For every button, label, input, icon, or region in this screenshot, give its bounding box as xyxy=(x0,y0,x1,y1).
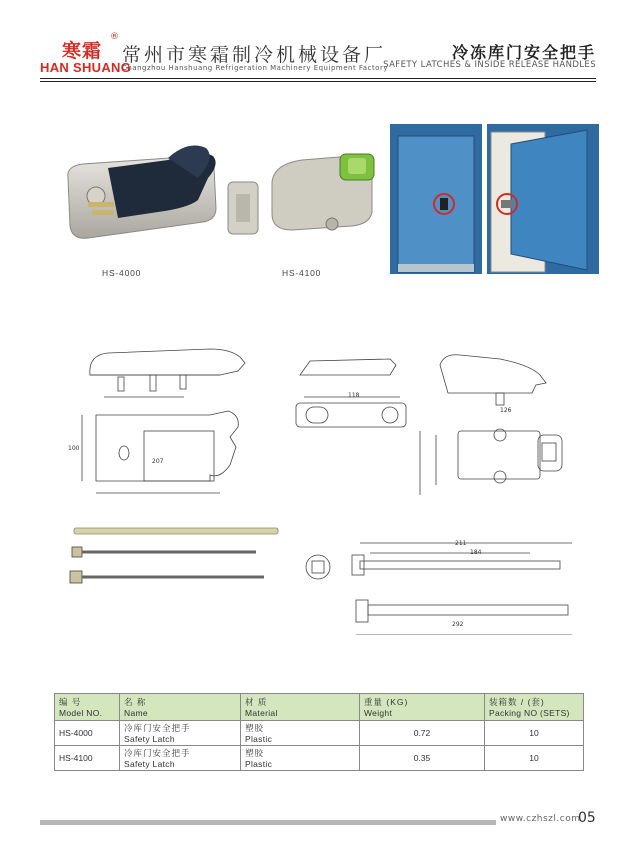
hs4000-side-view xyxy=(90,349,245,375)
hs-4100-label: HS-4100 xyxy=(282,268,322,278)
rod-threaded-2 xyxy=(70,571,82,583)
inside-width-dim: 126 xyxy=(500,407,512,414)
cell-weight: 0.72 xyxy=(360,721,485,746)
inside-handle-front-view xyxy=(458,431,540,479)
cell-model: HS-4000 xyxy=(55,721,120,746)
rod-length-dim-2: 184 xyxy=(470,549,482,556)
header-packing-en: Packing NO (SETS) xyxy=(489,708,570,718)
header-weight-cn: 重量 (KG) xyxy=(364,697,409,707)
hs4000-width-dim: 207 xyxy=(152,458,164,465)
header-model-en: Model NO. xyxy=(59,708,103,718)
footer-bar xyxy=(40,820,496,825)
table-header-row xyxy=(55,694,584,721)
company-name-english: Changzhou Hanshuang Refrigeration Machinery Equipment Factory xyxy=(122,64,388,72)
hs4000-height-dim: 100 xyxy=(68,445,80,452)
table-row xyxy=(55,721,584,746)
cell-material-en: Plastic xyxy=(245,759,273,769)
page-title-english: SAFETY LATCHES & INSIDE RELEASE HANDLES xyxy=(383,60,596,70)
cell-name-en: Safety Latch xyxy=(124,734,175,744)
header-material-en: Material xyxy=(245,708,278,718)
header-packing-cn: 装箱数 / (套) xyxy=(489,697,545,707)
page-number: 05 xyxy=(578,810,596,826)
header-material-cn: 材 质 xyxy=(245,697,268,707)
rod-side-view xyxy=(360,561,560,569)
logo-chinese: 寒霜 xyxy=(62,40,103,62)
hs-4000-photo xyxy=(48,138,228,258)
technical-drawings xyxy=(60,335,620,635)
cell-material-cn: 塑胶 xyxy=(245,748,265,758)
rod-total-dim: 292 xyxy=(452,621,464,628)
cell-name-en: Safety Latch xyxy=(124,759,175,769)
page-title-chinese: 冷冻库门安全把手 xyxy=(451,43,596,62)
inside-handle-side-view xyxy=(440,355,546,393)
cell-packing: 10 xyxy=(485,746,584,771)
cell-name-cn: 冷库门安全把手 xyxy=(124,748,191,758)
hs4100-plan-view xyxy=(296,403,406,427)
hs4100-length-dim: 118 xyxy=(348,392,360,399)
spec-table xyxy=(54,693,584,771)
open-door-photo xyxy=(487,124,599,274)
company-name-chinese: 常州市寒霜制冷机械设备厂 xyxy=(122,44,387,66)
table-row xyxy=(55,746,584,771)
rod-bottom-view xyxy=(356,600,368,622)
cell-model: HS-4100 xyxy=(55,746,120,771)
rod-end-view xyxy=(306,555,330,579)
header-name-en: Name xyxy=(124,708,148,718)
cell-packing: 10 xyxy=(485,721,584,746)
header-divider-thin xyxy=(40,81,596,82)
header-model-cn: 编 号 xyxy=(59,697,82,707)
cell-name-cn: 冷库门安全把手 xyxy=(124,723,191,733)
closed-door-photo xyxy=(390,124,482,274)
cell-material-en: Plastic xyxy=(245,734,273,744)
registered-mark: ® xyxy=(110,32,119,42)
hs-4000-label: HS-4000 xyxy=(102,268,142,278)
header-divider xyxy=(40,78,596,79)
hs4100-side-view xyxy=(300,359,396,375)
cell-weight: 0.35 xyxy=(360,746,485,771)
rod-length-dim: 211 xyxy=(455,540,467,547)
header-weight-en: Weight xyxy=(364,708,393,718)
cell-material-cn: 塑胶 xyxy=(245,723,265,733)
hs-4100-photo xyxy=(222,142,392,252)
hs4000-front-view xyxy=(96,411,238,481)
header-name-cn: 名 称 xyxy=(124,697,147,707)
footer-url[interactable]: www.czhszl.com xyxy=(500,814,581,824)
logo-english: HAN SHUANG xyxy=(40,60,132,75)
rod-threaded-1 xyxy=(72,547,82,557)
rod-plain xyxy=(74,528,278,534)
